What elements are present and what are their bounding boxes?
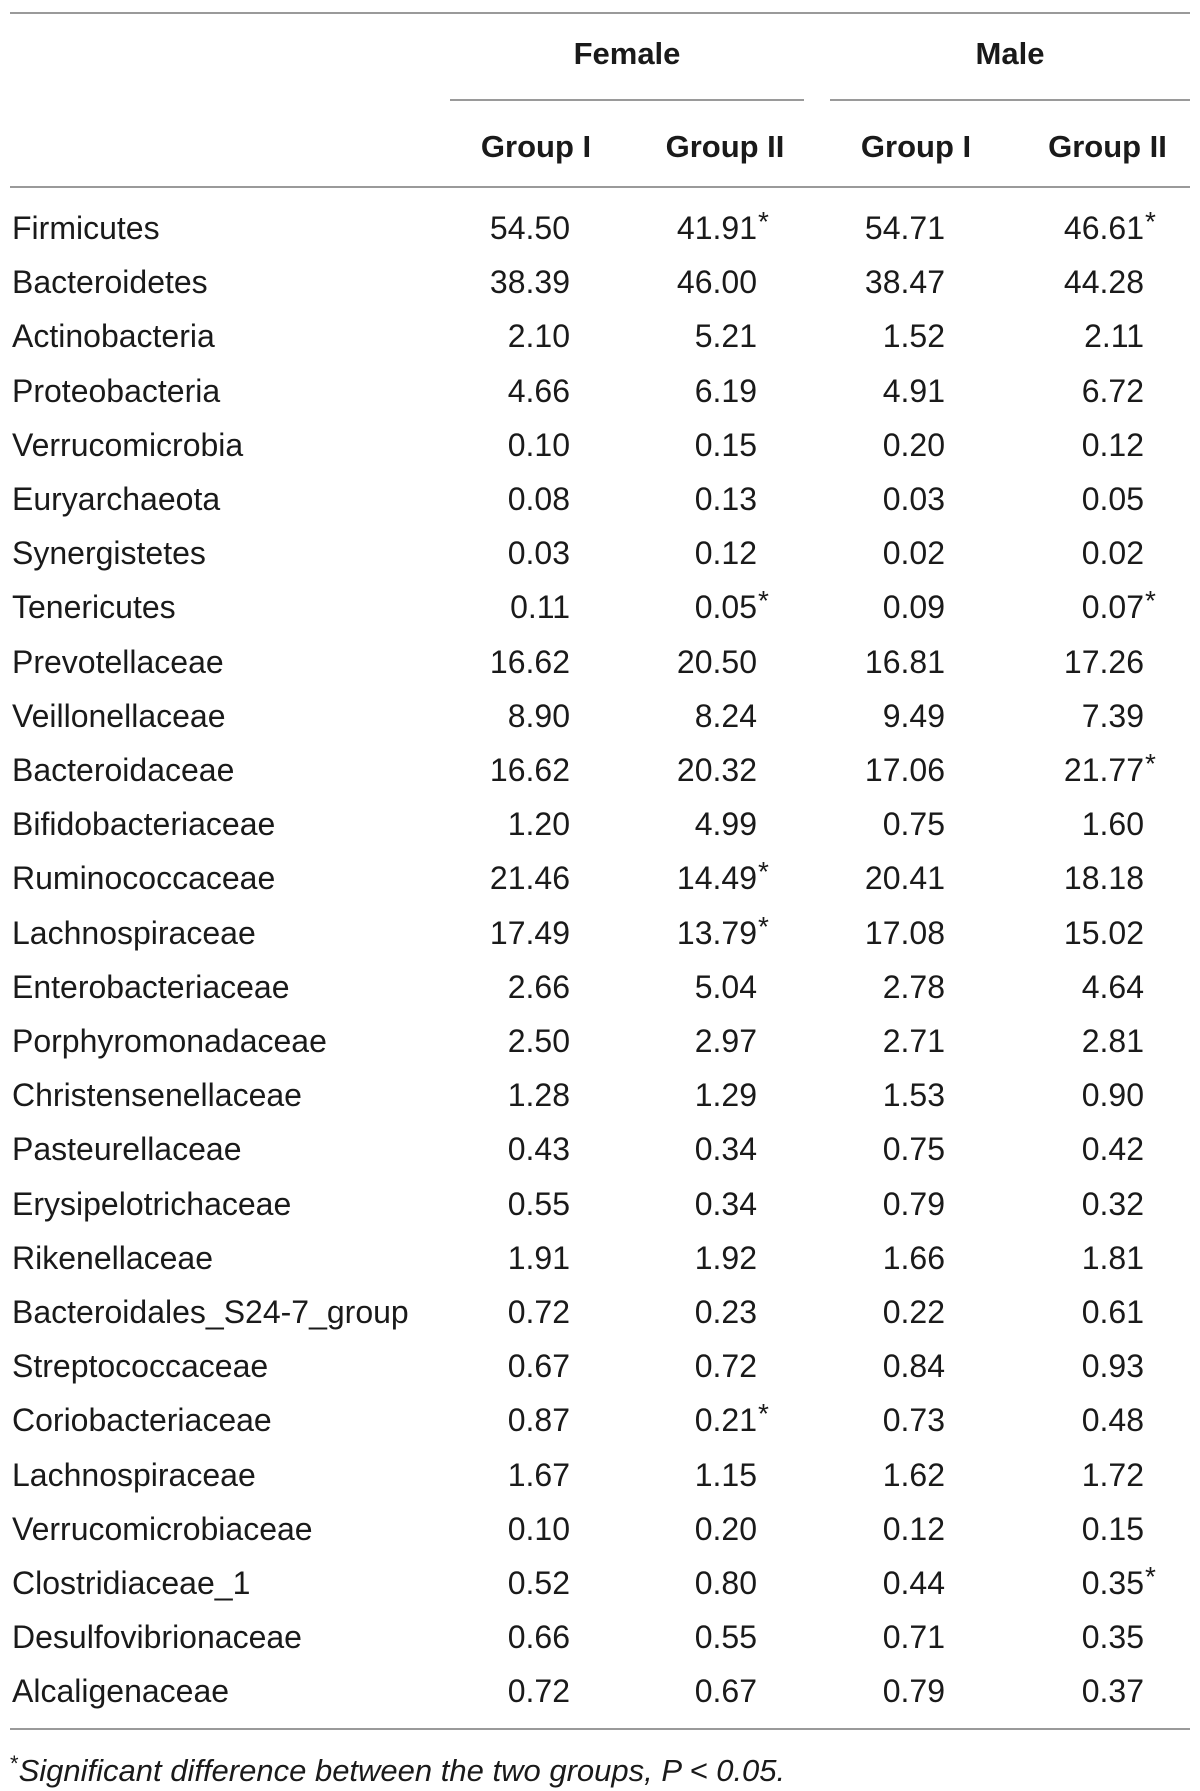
table-cell: 0.03 — [507, 535, 570, 571]
table-cell: 0.79 — [882, 1673, 945, 1709]
row-label: Ruminococcaceae — [12, 860, 276, 896]
row-label: Bifidobacteriaceae — [12, 806, 276, 842]
table-cell: 20.50 — [676, 644, 757, 680]
table-cell: 0.84 — [882, 1348, 945, 1384]
row-label: Christensenellaceae — [12, 1077, 302, 1113]
table-cell: 0.13 — [694, 481, 757, 517]
table-cell: 0.21 — [694, 1402, 757, 1438]
row-label: Alcaligenaceae — [12, 1673, 230, 1709]
table-cell: 0.37 — [1081, 1673, 1144, 1709]
table-cell: 0.32 — [1081, 1186, 1144, 1222]
table-cell: 0.20 — [694, 1511, 757, 1547]
table-cell: 0.67 — [694, 1673, 757, 1709]
subheader-male-group-i: Group I — [860, 129, 972, 164]
table-cell: 21.77 — [1063, 752, 1144, 788]
row-label: Bacteroidaceae — [12, 752, 235, 788]
table-cell: 0.09 — [882, 589, 945, 625]
table-cell: 1.66 — [882, 1240, 945, 1276]
table-cell: 13.79 — [676, 915, 757, 951]
table-cell: 0.10 — [507, 427, 570, 463]
table-cell: 1.72 — [1081, 1457, 1144, 1493]
bottom-rule — [10, 1728, 1190, 1730]
table-cell: 0.42 — [1081, 1131, 1144, 1167]
row-label: Verrucomicrobiaceae — [12, 1511, 313, 1547]
table-cell: 1.62 — [882, 1457, 945, 1493]
table-cell: 0.34 — [694, 1131, 757, 1167]
table-cell: 54.50 — [489, 210, 570, 246]
table-cell: 2.97 — [694, 1023, 757, 1059]
significance-marker: * — [758, 585, 769, 616]
table-cell: 1.28 — [507, 1077, 570, 1113]
table-cell: 7.39 — [1081, 698, 1144, 734]
significance-marker: * — [1145, 585, 1156, 616]
significance-marker: * — [758, 856, 769, 887]
table-cell: 0.73 — [882, 1402, 945, 1438]
table-cell: 0.55 — [694, 1619, 757, 1655]
row-label: Pasteurellaceae — [12, 1131, 242, 1167]
table-cell: 18.18 — [1063, 860, 1144, 896]
table-cell: 0.35 — [1081, 1565, 1144, 1601]
row-label: Prevotellaceae — [12, 644, 224, 680]
row-label: Erysipelotrichaceae — [12, 1186, 292, 1222]
row-label: Veillonellaceae — [12, 698, 226, 734]
row-label: Verrucomicrobia — [12, 427, 244, 463]
row-label: Clostridiaceae_1 — [12, 1565, 251, 1601]
table-cell: 2.11 — [1084, 318, 1144, 354]
table-cell: 20.41 — [864, 860, 945, 896]
significance-marker: * — [758, 206, 769, 237]
table-cell: 0.08 — [507, 481, 570, 517]
table-cell: 8.24 — [694, 698, 757, 734]
significance-marker: * — [1145, 748, 1156, 779]
table-cell: 1.53 — [882, 1077, 945, 1113]
row-label: Firmicutes — [12, 210, 160, 246]
table-cell: 46.61 — [1063, 210, 1144, 246]
table-cell: 0.80 — [694, 1565, 757, 1601]
table-cell: 0.79 — [882, 1186, 945, 1222]
group-header-male: Male — [975, 36, 1045, 71]
table-cell: 0.22 — [882, 1294, 945, 1330]
footnote — [10, 1744, 785, 1791]
table-cell: 1.52 — [882, 318, 945, 354]
table-cell: 0.15 — [694, 427, 757, 463]
table-cell: 0.12 — [694, 535, 757, 571]
table-cell: 0.23 — [694, 1294, 757, 1330]
table-cell: 0.75 — [882, 806, 945, 842]
table-cell: 17.26 — [1063, 644, 1144, 680]
table-cell: 14.49 — [676, 860, 757, 896]
table-cell: 5.21 — [694, 318, 757, 354]
row-label: Tenericutes — [12, 589, 176, 625]
row-label: Enterobacteriaceae — [12, 969, 290, 1005]
table-cell: 0.44 — [882, 1565, 945, 1601]
table-cell: 0.03 — [882, 481, 945, 517]
footnote-marker: * — [10, 1751, 19, 1776]
table-cell: 17.06 — [864, 752, 945, 788]
table-cell: 0.87 — [507, 1402, 570, 1438]
table-cell: 54.71 — [864, 210, 945, 246]
top-rule — [10, 12, 1190, 14]
table-cell: 1.91 — [507, 1240, 570, 1276]
table-cell: 0.15 — [1081, 1511, 1144, 1547]
table-cell: 4.91 — [882, 373, 945, 409]
table-cell: 16.62 — [489, 644, 570, 680]
table-cell: 9.49 — [882, 698, 945, 734]
table-cell: 21.46 — [489, 860, 570, 896]
table-cell: 1.81 — [1081, 1240, 1144, 1276]
table-cell: 2.50 — [507, 1023, 570, 1059]
table-cell: 6.19 — [694, 373, 757, 409]
row-label: Synergistetes — [12, 535, 206, 571]
table-cell: 17.08 — [864, 915, 945, 951]
table-cell: 5.04 — [694, 969, 757, 1005]
table-cell: 16.81 — [864, 644, 945, 680]
row-label: Rikenellaceae — [12, 1240, 214, 1276]
row-label: Porphyromonadaceae — [12, 1023, 327, 1059]
row-label: Lachnospiraceae — [12, 1457, 256, 1493]
table-cell: 2.71 — [882, 1023, 945, 1059]
table-cell: 8.90 — [507, 698, 570, 734]
table-cell: 1.92 — [694, 1240, 757, 1276]
table-cell: 0.52 — [507, 1565, 570, 1601]
row-label: Euryarchaeota — [12, 481, 221, 517]
significance-marker: * — [758, 911, 769, 942]
male-group-rule — [830, 99, 1190, 101]
row-label: Bacteroidales_S24-7_group — [12, 1294, 409, 1330]
row-label: Lachnospiraceae — [12, 915, 256, 951]
female-group-rule — [450, 99, 804, 101]
table-cell: 15.02 — [1063, 915, 1144, 951]
significance-marker: * — [1145, 206, 1156, 237]
table-cell: 0.07 — [1081, 589, 1144, 625]
table-cell: 2.10 — [507, 318, 570, 354]
subheader-female-group-ii: Group II — [665, 129, 785, 164]
table-cell: 0.12 — [882, 1511, 945, 1547]
table-cell: 46.00 — [676, 264, 757, 300]
table-cell: 1.67 — [507, 1457, 570, 1493]
subheader-female-group-i: Group I — [480, 129, 592, 164]
table-cell: 4.64 — [1081, 969, 1144, 1005]
table-cell: 0.20 — [882, 427, 945, 463]
table-cell: 0.72 — [694, 1348, 757, 1384]
table-cell: 17.49 — [489, 915, 570, 951]
table-cell: 2.66 — [507, 969, 570, 1005]
table-cell: 44.28 — [1063, 264, 1144, 300]
table-cell: 0.72 — [507, 1294, 570, 1330]
table-cell: 0.66 — [507, 1619, 570, 1655]
table-cell: 2.81 — [1081, 1023, 1144, 1059]
table-cell: 0.48 — [1081, 1402, 1144, 1438]
table-cell: 4.66 — [507, 373, 570, 409]
table-cell: 0.35 — [1081, 1619, 1144, 1655]
table-cell: 0.43 — [507, 1131, 570, 1167]
table-cell: 4.99 — [694, 806, 757, 842]
table-cell: 0.72 — [507, 1673, 570, 1709]
table-cell: 0.34 — [694, 1186, 757, 1222]
table-cell: 0.11 — [510, 589, 570, 625]
table-cell: 1.29 — [694, 1077, 757, 1113]
table-cell: 0.02 — [882, 535, 945, 571]
table-cell: 2.78 — [882, 969, 945, 1005]
table-cell: 1.15 — [694, 1457, 757, 1493]
subheader-male-group-ii: Group II — [1048, 129, 1167, 164]
table-cell: 6.72 — [1081, 373, 1144, 409]
table-cell: 38.47 — [864, 264, 945, 300]
table-cell: 0.75 — [882, 1131, 945, 1167]
group-header-female: Female — [573, 36, 681, 71]
table-cell: 38.39 — [489, 264, 570, 300]
row-label: Proteobacteria — [12, 373, 221, 409]
table-cell: 1.20 — [507, 806, 570, 842]
table-cell: 0.05 — [694, 589, 757, 625]
table-cell: 0.67 — [507, 1348, 570, 1384]
table-cell: 0.12 — [1081, 427, 1144, 463]
header-bottom-rule — [10, 186, 1190, 188]
significance-marker: * — [758, 1398, 769, 1429]
row-label: Streptococcaceae — [12, 1348, 269, 1384]
table-cell: 16.62 — [489, 752, 570, 788]
table-cell: 0.61 — [1081, 1294, 1144, 1330]
row-label: Desulfovibrionaceae — [12, 1619, 302, 1655]
table-cell: 41.91 — [676, 210, 757, 246]
table-cell: 0.93 — [1081, 1348, 1144, 1384]
table-cell: 1.60 — [1081, 806, 1144, 842]
row-label: Bacteroidetes — [12, 264, 208, 300]
table-cell: 0.10 — [507, 1511, 570, 1547]
footnote-text: Significant difference between the two groups, P < 0.05. — [18, 1753, 786, 1788]
table-cell: 20.32 — [676, 752, 757, 788]
significance-marker: * — [1145, 1561, 1156, 1592]
table-cell: 0.90 — [1081, 1077, 1144, 1113]
table-cell: 0.02 — [1081, 535, 1144, 571]
row-label: Coriobacteriaceae — [12, 1402, 272, 1438]
table-cell: 0.71 — [882, 1619, 945, 1655]
table-cell: 0.55 — [507, 1186, 570, 1222]
table-cell: 0.05 — [1081, 481, 1144, 517]
row-label: Actinobacteria — [12, 318, 215, 354]
